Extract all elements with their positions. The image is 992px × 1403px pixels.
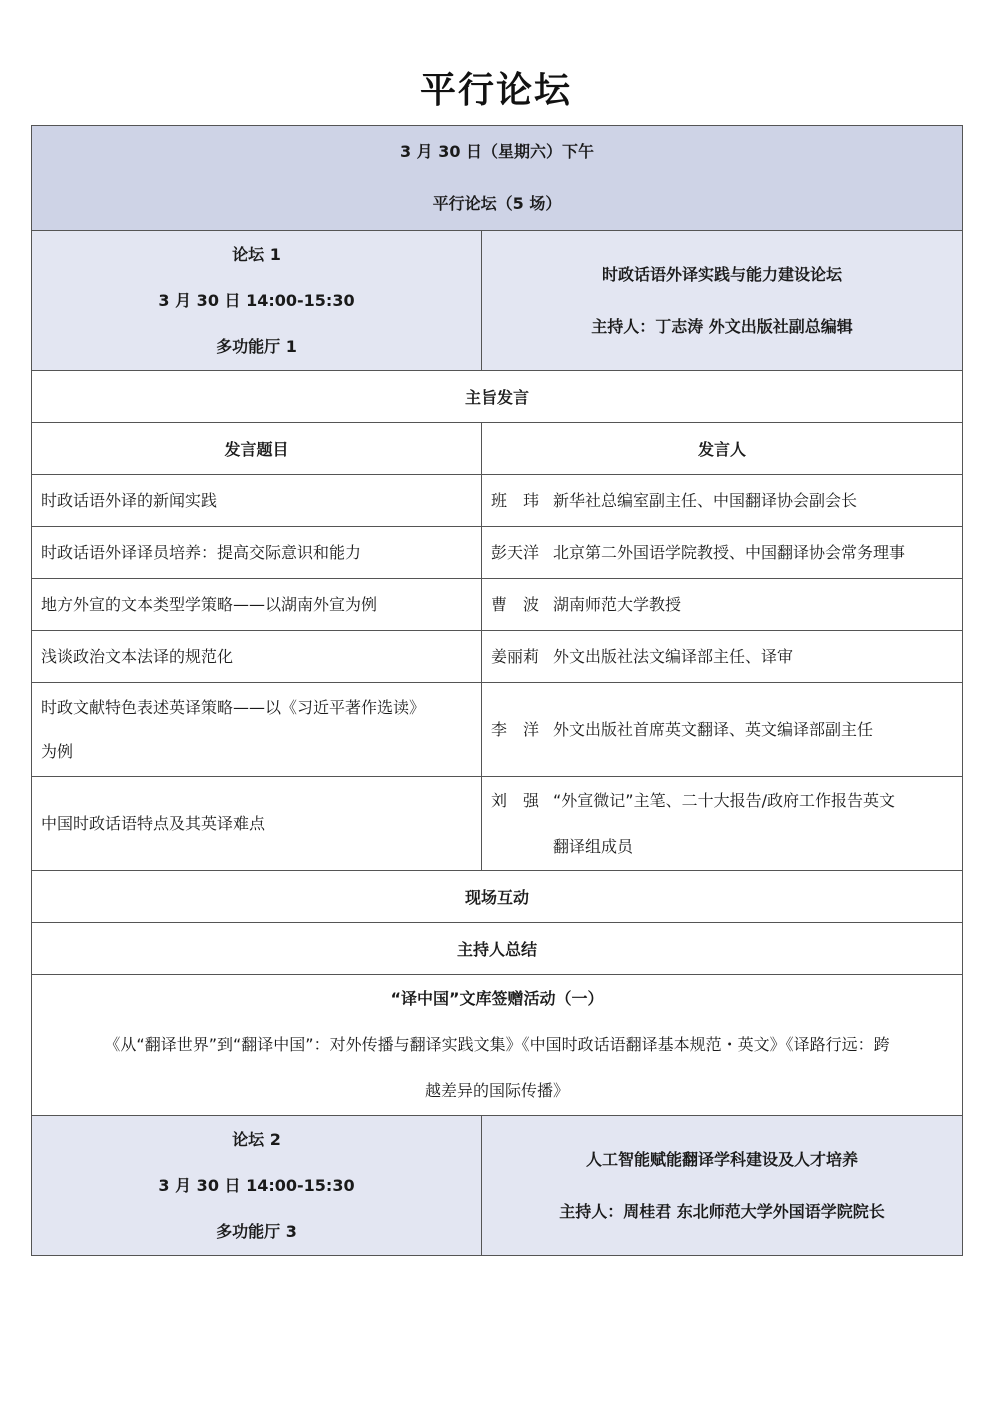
forum2-info bbox=[32, 1116, 482, 1256]
session-date: 3 月 30 日（星期六）下午 bbox=[399, 142, 595, 161]
forum1-host: 主持人：丁志涛 外文出版社副总编辑 bbox=[591, 316, 853, 336]
speaker-role: 新华社总编室副主任、中国翻译协会副会长 bbox=[553, 490, 858, 510]
talk-speaker-cell bbox=[482, 579, 963, 631]
forum2-time: 3 月 30 日 14:00-15:30 bbox=[158, 1175, 355, 1195]
talk-topic: 地方外宣的文本类型学策略——以湖南外宣为例 bbox=[32, 579, 482, 631]
session-subtitle: 平行论坛（5 场） bbox=[432, 194, 562, 213]
session-header bbox=[32, 126, 963, 231]
page-title: 平行论坛 bbox=[419, 70, 572, 111]
forum1-name: 论坛 1 bbox=[232, 244, 281, 264]
speaker-role: 北京第二外国语学院教授、中国翻译协会常务理事 bbox=[553, 542, 906, 562]
donation-books-line: 《从“翻译世界”到“翻译中国”：对外传播与翻译实践文集》《中国时政话语翻译基本规范・英文》《译路行远：跨 bbox=[104, 1035, 890, 1054]
column-header-row bbox=[32, 423, 963, 475]
table-row bbox=[32, 475, 963, 527]
talk-topic bbox=[32, 683, 482, 777]
speaker-name: 班 玮 bbox=[491, 490, 540, 510]
forum2-details bbox=[482, 1116, 963, 1256]
interaction-row bbox=[32, 871, 963, 923]
table-row bbox=[32, 527, 963, 579]
speaker-name: 刘 强 bbox=[491, 790, 540, 810]
table-row bbox=[32, 631, 963, 683]
talk-topic-line: 为例 bbox=[41, 741, 74, 761]
speaker-role: 外文出版社首席英文翻译、英文编译部副主任 bbox=[553, 719, 874, 739]
speaker-role-line: “外宣微记”主笔、二十大报告/政府工作报告英文 bbox=[553, 790, 895, 810]
speaker-role bbox=[553, 778, 962, 870]
session-header-row bbox=[32, 126, 963, 231]
forum1-details bbox=[482, 231, 963, 371]
speaker-name: 姜丽莉 bbox=[491, 646, 540, 666]
forum2-row bbox=[32, 1116, 963, 1256]
summary-label: 主持人总结 bbox=[32, 923, 963, 975]
forum1-venue: 多功能厅 1 bbox=[216, 336, 297, 356]
donation-cell bbox=[32, 975, 963, 1116]
forum2-name: 论坛 2 bbox=[232, 1129, 281, 1149]
forum1-topic: 时政话语外译实践与能力建设论坛 bbox=[601, 264, 842, 284]
column-header-topic: 发言题目 bbox=[32, 423, 482, 475]
table-row bbox=[32, 579, 963, 631]
forum1-time: 3 月 30 日 14:00-15:30 bbox=[158, 290, 355, 310]
forum2-venue: 多功能厅 3 bbox=[216, 1221, 297, 1241]
table-row bbox=[32, 683, 963, 777]
table-row bbox=[32, 777, 963, 871]
talk-topic: 时政话语外译译员培养：提高交际意识和能力 bbox=[32, 527, 482, 579]
talk-speaker-cell bbox=[482, 777, 963, 871]
talk-topic: 浅谈政治文本法译的规范化 bbox=[32, 631, 482, 683]
talk-speaker-cell bbox=[482, 527, 963, 579]
keynote-label: 主旨发言 bbox=[32, 371, 963, 423]
schedule-table bbox=[31, 125, 963, 1256]
speaker-role-line: 翻译组成员 bbox=[553, 836, 634, 856]
column-header-speaker: 发言人 bbox=[482, 423, 963, 475]
talk-topic: 时政话语外译的新闻实践 bbox=[32, 475, 482, 527]
talk-topic-line: 时政文献特色表述英译策略——以《习近平著作选读》 bbox=[41, 697, 426, 717]
speaker-name: 曹 波 bbox=[491, 594, 540, 614]
speaker-name: 李 洋 bbox=[491, 719, 540, 739]
talk-speaker-cell bbox=[482, 631, 963, 683]
keynote-row bbox=[32, 371, 963, 423]
forum1-row bbox=[32, 231, 963, 371]
donation-title: “译中国”文库签赠活动（一） bbox=[390, 989, 604, 1008]
forum2-topic: 人工智能赋能翻译学科建设及人才培养 bbox=[585, 1149, 858, 1169]
summary-row bbox=[32, 923, 963, 975]
interaction-label: 现场互动 bbox=[32, 871, 963, 923]
forum1-info bbox=[32, 231, 482, 371]
forum2-host: 主持人：周桂君 东北师范大学外国语学院院长 bbox=[559, 1201, 885, 1221]
speaker-role: 湖南师范大学教授 bbox=[553, 594, 682, 614]
donation-row bbox=[32, 975, 963, 1116]
donation-books-line: 越差异的国际传播》 bbox=[424, 1081, 569, 1100]
speaker-name: 彭天洋 bbox=[491, 542, 540, 562]
talk-topic: 中国时政话语特点及其英译难点 bbox=[32, 777, 482, 871]
talk-speaker-cell bbox=[482, 683, 963, 777]
talk-speaker-cell bbox=[482, 475, 963, 527]
speaker-role: 外文出版社法文编译部主任、译审 bbox=[553, 646, 794, 666]
